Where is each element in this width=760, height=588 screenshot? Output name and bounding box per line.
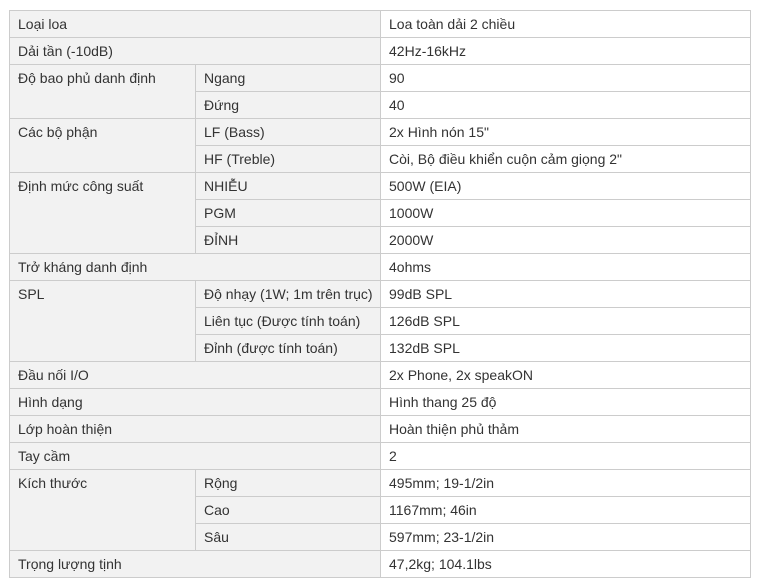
- row-value: 1000W: [381, 200, 751, 227]
- row-label: Hình dạng: [10, 389, 381, 416]
- row-sublabel: Đứng: [196, 92, 381, 119]
- row-sublabel: Sâu: [196, 524, 381, 551]
- row-label: SPL: [10, 281, 196, 362]
- row-value: Còi, Bộ điều khiển cuộn cảm giọng 2": [381, 146, 751, 173]
- row-value: Loa toàn dải 2 chiều: [381, 11, 751, 38]
- row-value: 495mm; 19-1/2in: [381, 470, 751, 497]
- row-value: 2x Hình nón 15": [381, 119, 751, 146]
- row-value: 2x Phone, 2x speakON: [381, 362, 751, 389]
- row-label: Tay cầm: [10, 443, 381, 470]
- row-sublabel: Liên tục (Được tính toán): [196, 308, 381, 335]
- row-sublabel: Ngang: [196, 65, 381, 92]
- row-value: 40: [381, 92, 751, 119]
- row-label: Độ bao phủ danh định: [10, 65, 196, 119]
- row-value: 132dB SPL: [381, 335, 751, 362]
- table-row: [10, 443, 751, 470]
- table-row: [10, 281, 751, 308]
- row-value: 99dB SPL: [381, 281, 751, 308]
- row-value: 4ohms: [381, 254, 751, 281]
- row-value: 2000W: [381, 227, 751, 254]
- row-value: 597mm; 23-1/2in: [381, 524, 751, 551]
- row-sublabel: Cao: [196, 497, 381, 524]
- row-label: Định mức công suất: [10, 173, 196, 254]
- table-row: [10, 38, 751, 65]
- row-value: 42Hz-16kHz: [381, 38, 751, 65]
- row-sublabel: NHIỄU: [196, 173, 381, 200]
- row-label: Kích thước: [10, 470, 196, 551]
- table-row: [10, 551, 751, 578]
- row-value: 2: [381, 443, 751, 470]
- table-row: [10, 173, 751, 200]
- row-label: Lớp hoàn thiện: [10, 416, 381, 443]
- table-row: [10, 254, 751, 281]
- row-label: Dải tần (-10dB): [10, 38, 381, 65]
- table-row: [10, 470, 751, 497]
- table-row: [10, 119, 751, 146]
- table-row: [10, 416, 751, 443]
- table-row: [10, 389, 751, 416]
- row-sublabel: Đỉnh (được tính toán): [196, 335, 381, 362]
- row-label: Trở kháng danh định: [10, 254, 381, 281]
- table-row: [10, 362, 751, 389]
- row-label: Đầu nối I/O: [10, 362, 381, 389]
- row-sublabel: PGM: [196, 200, 381, 227]
- row-value: Hình thang 25 độ: [381, 389, 751, 416]
- row-label: Trọng lượng tịnh: [10, 551, 381, 578]
- row-value: 126dB SPL: [381, 308, 751, 335]
- row-value: 47,2kg; 104.1lbs: [381, 551, 751, 578]
- row-sublabel: Độ nhạy (1W; 1m trên trục): [196, 281, 381, 308]
- row-sublabel: HF (Treble): [196, 146, 381, 173]
- row-value: 90: [381, 65, 751, 92]
- row-label: Các bộ phận: [10, 119, 196, 173]
- row-label: Loại loa: [10, 11, 381, 38]
- row-sublabel: Rộng: [196, 470, 381, 497]
- spec-table: [9, 10, 751, 578]
- row-value: 500W (EIA): [381, 173, 751, 200]
- row-sublabel: ĐỈNH: [196, 227, 381, 254]
- row-sublabel: LF (Bass): [196, 119, 381, 146]
- row-value: Hoàn thiện phủ thảm: [381, 416, 751, 443]
- table-row: [10, 65, 751, 92]
- table-row: [10, 11, 751, 38]
- row-value: 1167mm; 46in: [381, 497, 751, 524]
